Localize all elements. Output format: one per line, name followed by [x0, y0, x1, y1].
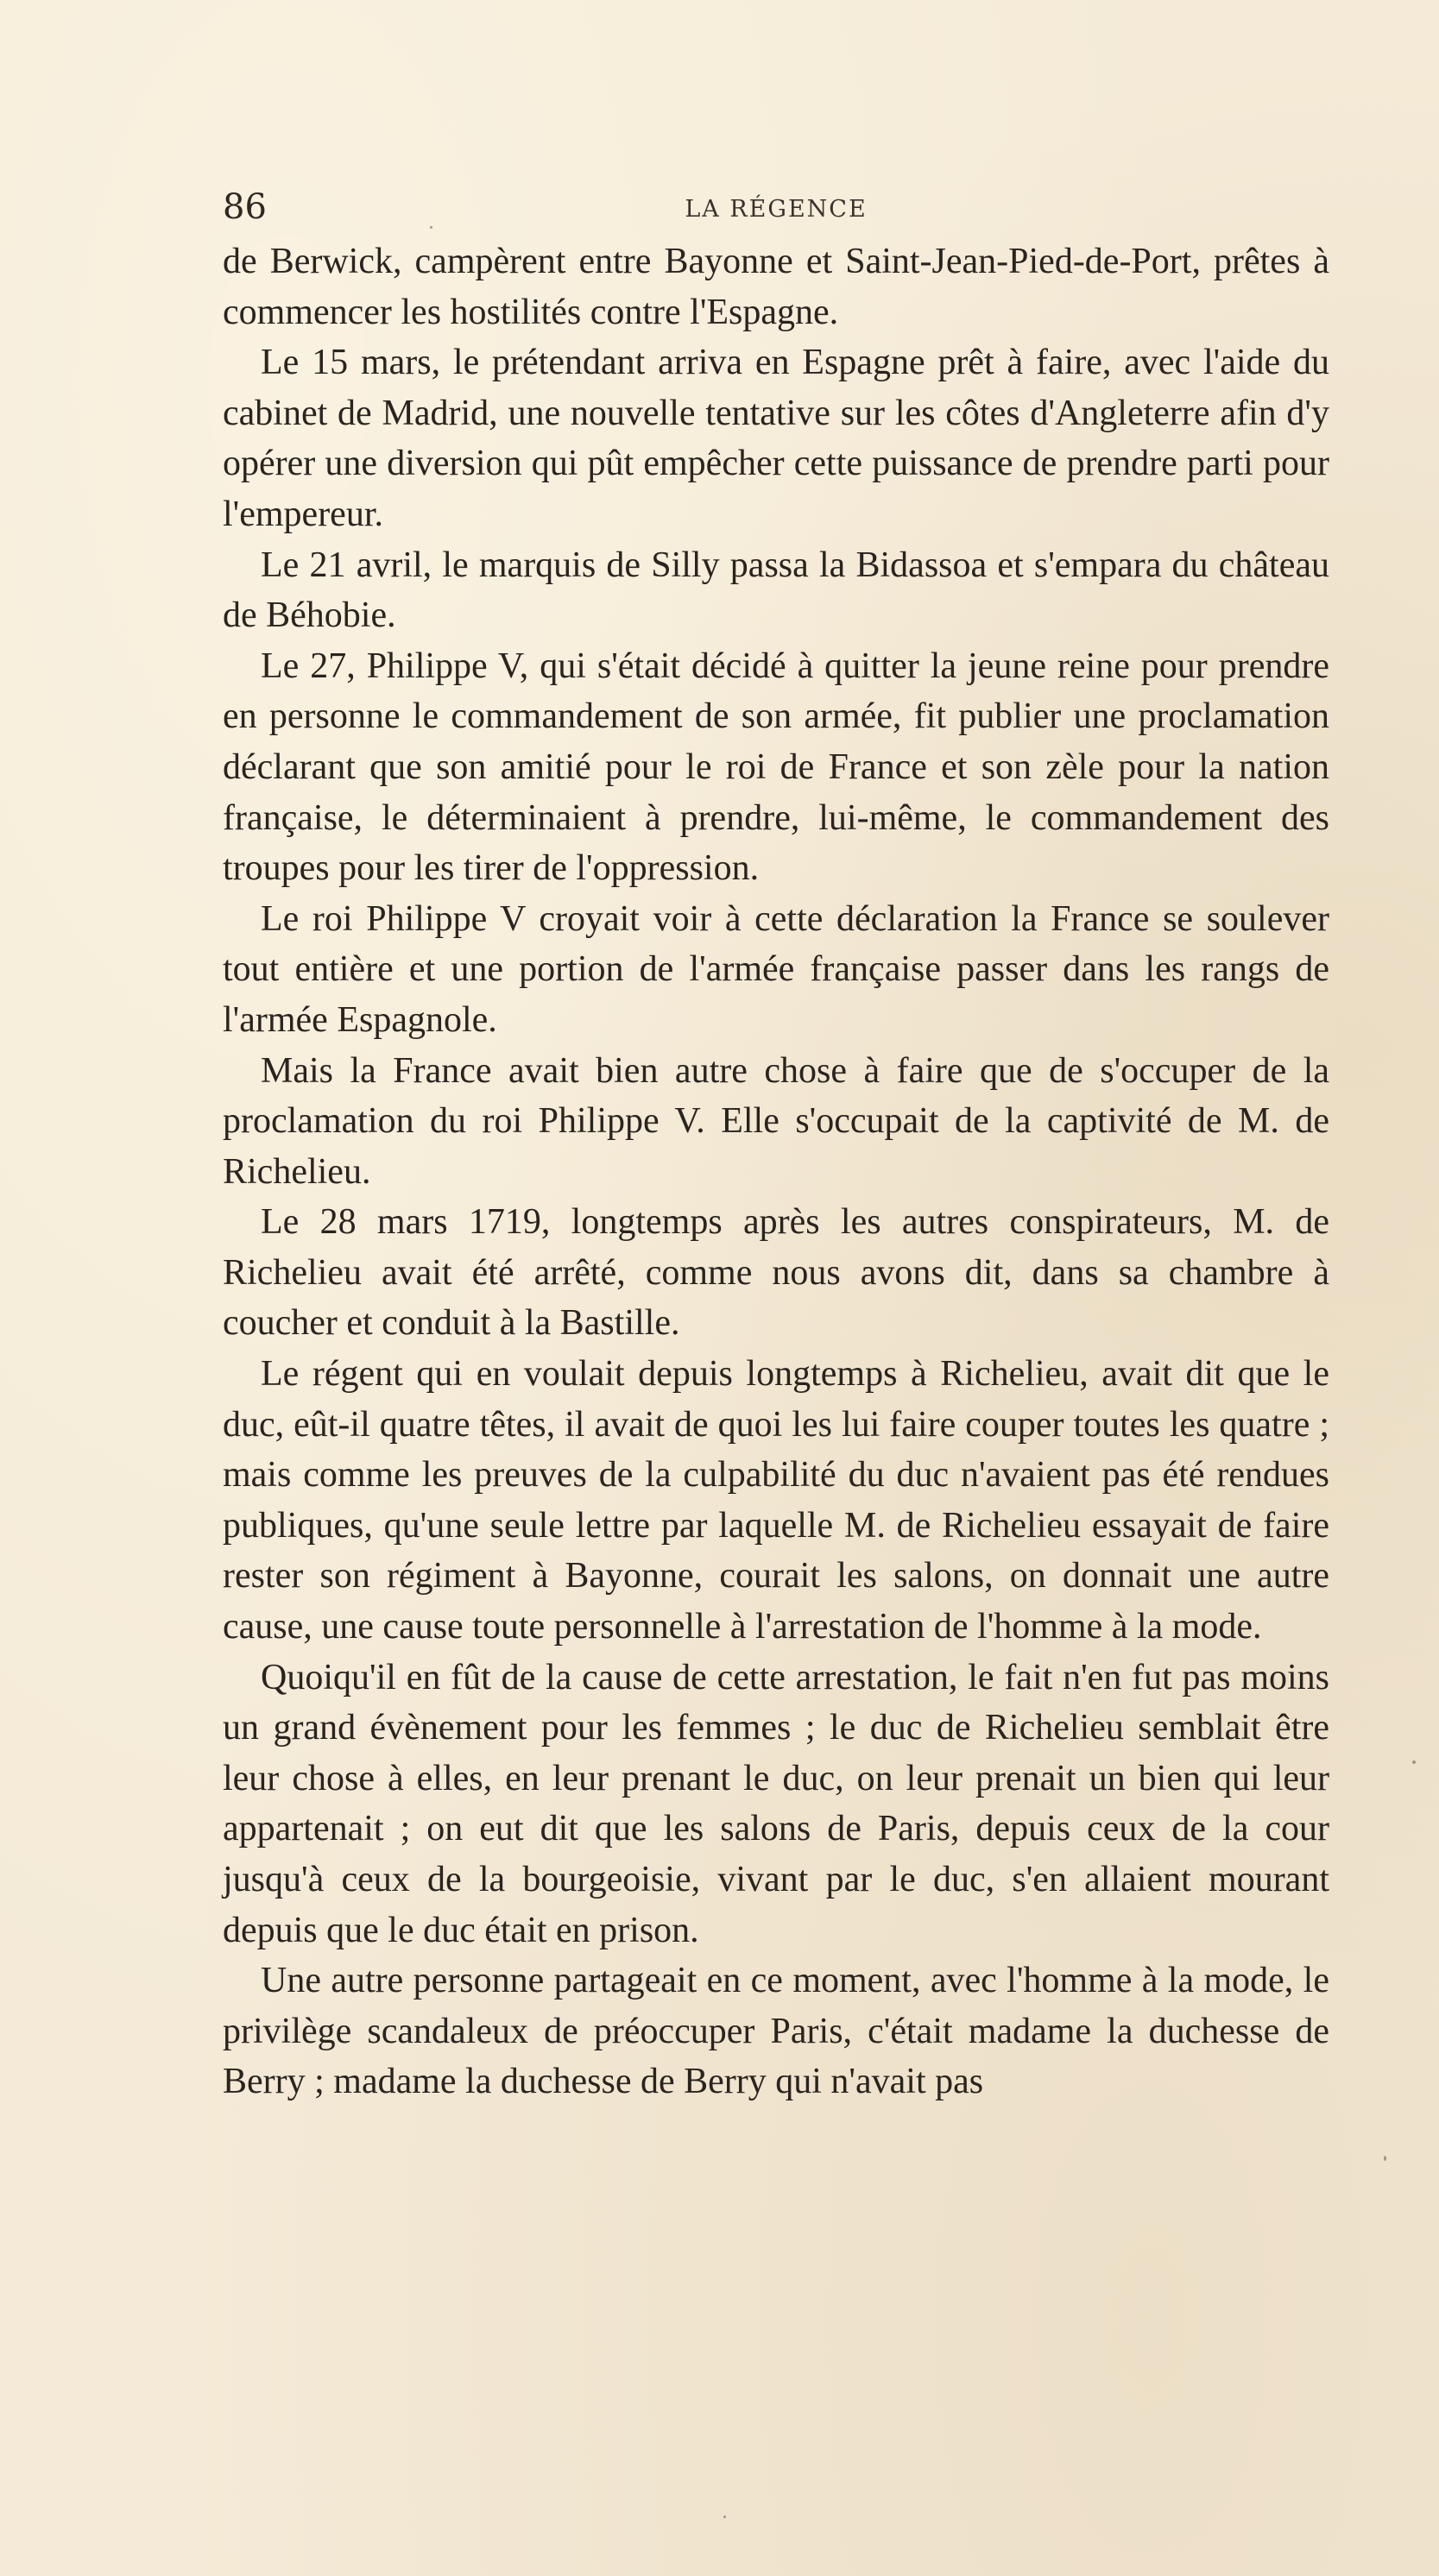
paragraph: Mais la France avait bien autre chose à faire que de s'occuper de la proclamation du roi Philippe V. Elle s'occupait de la captivité de M. de Richelieu.: [223, 1050, 1329, 1192]
paper-speck: [1412, 1760, 1416, 1764]
paragraph: Le roi Philippe V croyait voir à cette déclaration la France se soulever tout entière et une portion de l'armée française passer dans les rangs de l'armée Espagnole.: [223, 898, 1329, 1040]
paragraph: Le 21 avril, le marquis de Silly passa la Bidassoa et s'empara du château de Béhobie.: [223, 545, 1329, 636]
paragraph: Le 15 mars, le prétendant arriva en Espagne prêt à faire, avec l'aide du cabinet de Madrid, une nouvelle tentative sur les côtes d'Angleterre afin d'y opérer une diversion qui pût empêcher cette puissance de prendre parti pour l'empereur.: [223, 343, 1329, 534]
paragraph: Le 27, Philippe V, qui s'était décidé à quitter la jeune reine pour prendre en personne le commandement de son armée, fit publier une proclamation déclarant que son amitié pour le roi de France et son zèle pour la nation française, le déterminaient à prendre, lui-même, le commandement des troupes pour les tirer de l'oppression.: [223, 646, 1329, 889]
running-title: LA RÉGENCE: [685, 196, 868, 223]
paper-speck: [430, 226, 432, 229]
book-page: [223, 183, 1329, 2107]
running-head: [223, 183, 1329, 226]
paragraph: Une autre personne partageait en ce moment, avec l'homme à la mode, le privilège scandaleux de préoccuper Paris, c'était madame la duchesse de Berry ; madame la duchesse de Berry qui n'avait pas: [223, 1961, 1329, 2102]
paper-speck: [1384, 2156, 1386, 2161]
body-text: [223, 236, 1329, 2107]
paragraph: Le régent qui en voulait depuis longtemps à Richelieu, avait dit que le duc, eût-il quatre têtes, il avait de quoi les lui faire couper toutes les quatre ; mais comme les preuves de la culpabilité du duc n'avaient pas été rendues publiques, qu'une seule lettre par laquelle M. de Richelieu essayait de faire rester son régiment à Bayonne, courait les salons, on donnait une autre cause, une cause toute personnelle à l'arrestation de l'homme à la mode.: [223, 1354, 1329, 1647]
page-number: 86: [223, 187, 267, 227]
paper-speck: [723, 2516, 726, 2518]
paragraph: Quoiqu'il en fût de la cause de cette arrestation, le fait n'en fut pas moins un grand évènement pour les femmes ; le duc de Richelieu semblait être leur chose à elles, en leur prenant le duc, on leur prenait un bien qui leur appartenait ; on eut dit que les salons de Paris, depuis ceux de la cour jusqu'à ceux de la bourgeoisie, vivant par le duc, s'en allaient mourant depuis que le duc était en prison.: [223, 1657, 1329, 1950]
paragraph: Le 28 mars 1719, longtemps après les autres conspirateurs, M. de Richelieu avait été arrêté, comme nous avons dit, dans sa chambre à coucher et conduit à la Bastille.: [223, 1202, 1329, 1344]
paragraph-continuation: de Berwick, campèrent entre Bayonne et Saint-Jean-Pied-de-Port, prêtes à commencer les hostilités contre l'Espagne.: [223, 242, 1329, 332]
